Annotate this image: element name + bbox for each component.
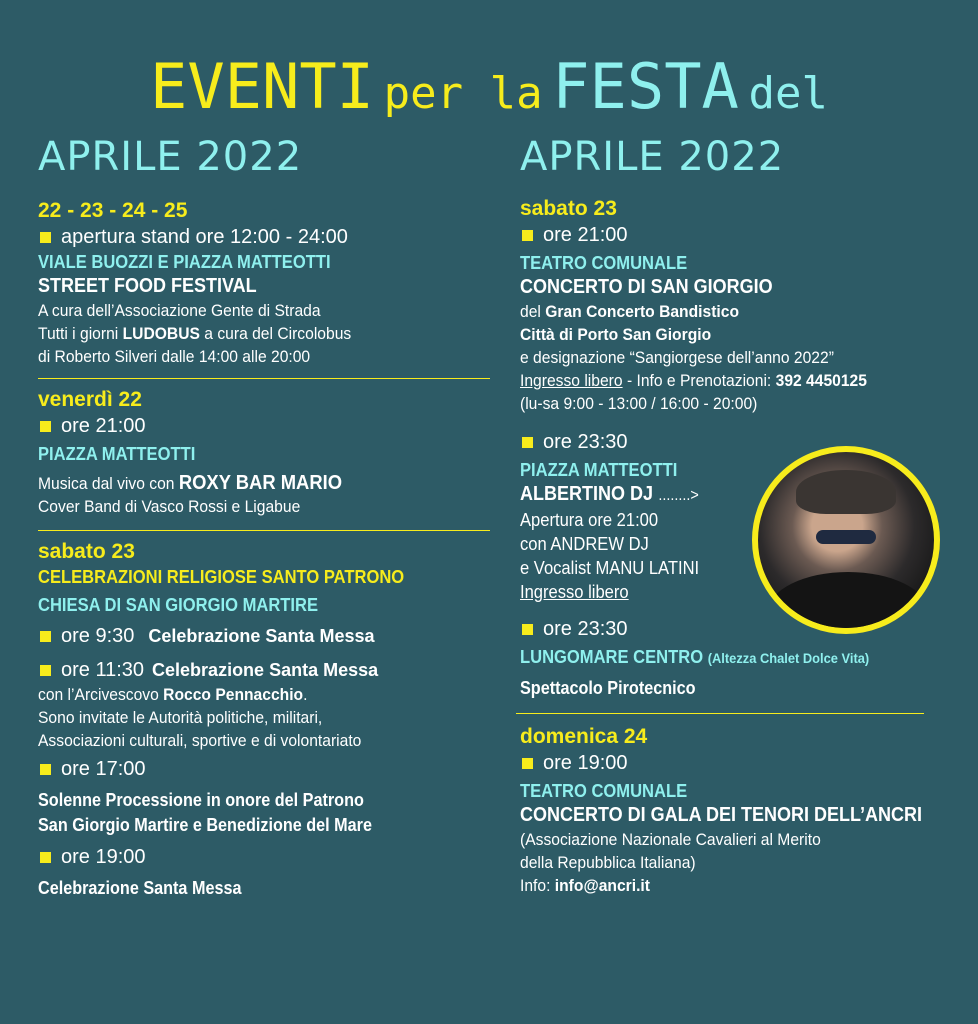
time-row (38, 657, 508, 683)
venue: VIALE BUOZZI E PIAZZA MATTEOTTI (38, 252, 331, 272)
venue: CHIESA DI SAN GIORGIO MARTIRE (38, 595, 319, 615)
time-row (520, 750, 978, 776)
bullet-square-icon (40, 665, 51, 676)
event-title: CONCERTO DI SAN GIORGIO (520, 276, 773, 298)
time-label: ore 23:30 (543, 431, 628, 453)
description-line: Cover Band di Vasco Rossi e Ligabue (38, 497, 301, 516)
description-line: A cura dell’Associazione Gente di Strada (38, 301, 321, 320)
description-line: con ANDREW DJ (520, 534, 649, 554)
bullet-square-icon (40, 631, 51, 642)
description-line: con l’Arcivescovo Rocco Pennacchio. (38, 685, 308, 704)
event-block-street-food (38, 198, 508, 368)
dotted-arrow-icon: ........> (658, 487, 699, 504)
event-title: San Giorgio Martire e Benedizione del Mare (38, 815, 372, 835)
event-title: Solenne Processione in onore del Patrono (38, 790, 364, 810)
event-block-tenori (520, 724, 978, 897)
event-title: Celebrazione Santa Messa (152, 660, 379, 680)
bullet-square-icon (522, 230, 533, 241)
event-block-concerto-san-giorgio (520, 196, 978, 415)
time-row (520, 222, 978, 248)
divider (38, 530, 490, 531)
time-label: ore 19:00 (543, 752, 628, 774)
title-per-la: per la (383, 68, 543, 119)
description-line: della Repubblica Italiana) (520, 853, 696, 872)
divider (38, 378, 490, 379)
description-line: e designazione “Sangiorgese dell’anno 2022” (520, 348, 834, 367)
description-line: Musica dal vivo con ROXY BAR MARIO (38, 472, 343, 494)
description-line: Info: info@ancri.it (520, 876, 650, 895)
description-line: di Roberto Silveri dalle 14:00 alle 20:00 (38, 347, 311, 366)
time-label: ore 23:30 (543, 618, 628, 640)
section-subtitle: CELEBRAZIONI RELIGIOSE SANTO PATRONO (38, 567, 405, 587)
description-line: Tutti i giorni LUDOBUS a cura del Circolobus (38, 324, 352, 343)
event-title: Spettacolo Pirotecnico (520, 678, 696, 698)
bullet-square-icon (522, 624, 533, 635)
title-eventi: EVENTI (150, 50, 374, 123)
description-line: Ingresso libero (520, 582, 629, 602)
bullet-square-icon (40, 764, 51, 775)
time-row (38, 844, 508, 870)
description-line: Sono invitate le Autorità politiche, militari, (38, 708, 323, 727)
time-label: ore 11:30 (61, 659, 145, 681)
event-block-fireworks (520, 616, 978, 701)
event-block-roxy-bar (38, 387, 508, 518)
time-row (38, 623, 508, 649)
dj-portrait-photo (752, 446, 940, 634)
time-label: ore 21:00 (61, 415, 146, 437)
time-row (38, 413, 508, 439)
description-line: Città di Porto San Giorgio (520, 325, 712, 344)
description-line: e Vocalist MANU LATINI (520, 558, 700, 578)
bullet-square-icon (40, 852, 51, 863)
time-row (38, 224, 508, 250)
venue: PIAZZA MATTEOTTI (520, 460, 678, 480)
time-row (38, 756, 508, 782)
time-label: ore 17:00 (61, 758, 146, 780)
event-title: Celebrazione Santa Messa (38, 878, 242, 898)
title-festa: FESTA (552, 50, 739, 123)
bullet-square-icon (522, 437, 533, 448)
time-label: apertura stand ore 12:00 - 24:00 (61, 226, 348, 248)
day-heading: domenica 24 (520, 725, 648, 748)
bullet-square-icon (40, 421, 51, 432)
day-heading: sabato 23 (38, 540, 135, 563)
month-right: APRILE 2022 (520, 134, 785, 180)
title-del: del (748, 68, 828, 119)
venue: PIAZZA MATTEOTTI (38, 444, 196, 464)
event-title: ALBERTINO DJ ........> (520, 483, 699, 505)
bullet-square-icon (40, 232, 51, 243)
description-line: Associazioni culturali, sportive e di volontariato (38, 731, 362, 750)
event-title: STREET FOOD FESTIVAL (38, 275, 257, 297)
left-column (38, 198, 508, 901)
month-left: APRILE 2022 (38, 134, 303, 180)
description-line: Apertura ore 21:00 (520, 510, 659, 530)
divider (516, 713, 924, 714)
description-line: (Associazione Nazionale Cavalieri al Merito (520, 830, 821, 849)
description-line: Ingresso libero - Info e Prenotazioni: 392 4450125 (520, 371, 867, 390)
description-line: del Gran Concerto Bandistico (520, 302, 740, 321)
event-block-celebrazioni (38, 539, 508, 901)
day-heading: venerdì 22 (38, 388, 142, 411)
page-title (0, 50, 978, 123)
time-label: ore 21:00 (543, 224, 628, 246)
sunglasses-icon (816, 530, 876, 544)
event-title: CONCERTO DI GALA DEI TENORI DELL’ANCRI (520, 804, 923, 826)
time-label: ore 19:00 (61, 846, 146, 868)
time-label: ore 9:30 (61, 625, 135, 647)
time-row (520, 429, 978, 455)
day-heading: sabato 23 (520, 197, 617, 220)
venue: TEATRO COMUNALE (520, 781, 688, 801)
event-title: Celebrazione Santa Messa (148, 626, 375, 646)
description-line: (lu-sa 9:00 - 13:00 / 16:00 - 20:00) (520, 394, 758, 413)
bullet-square-icon (522, 758, 533, 769)
day-heading: 22 - 23 - 24 - 25 (38, 199, 188, 222)
venue: TEATRO COMUNALE (520, 253, 688, 273)
venue: LUNGOMARE CENTRO (Altezza Chalet Dolce Vita) (520, 647, 870, 667)
